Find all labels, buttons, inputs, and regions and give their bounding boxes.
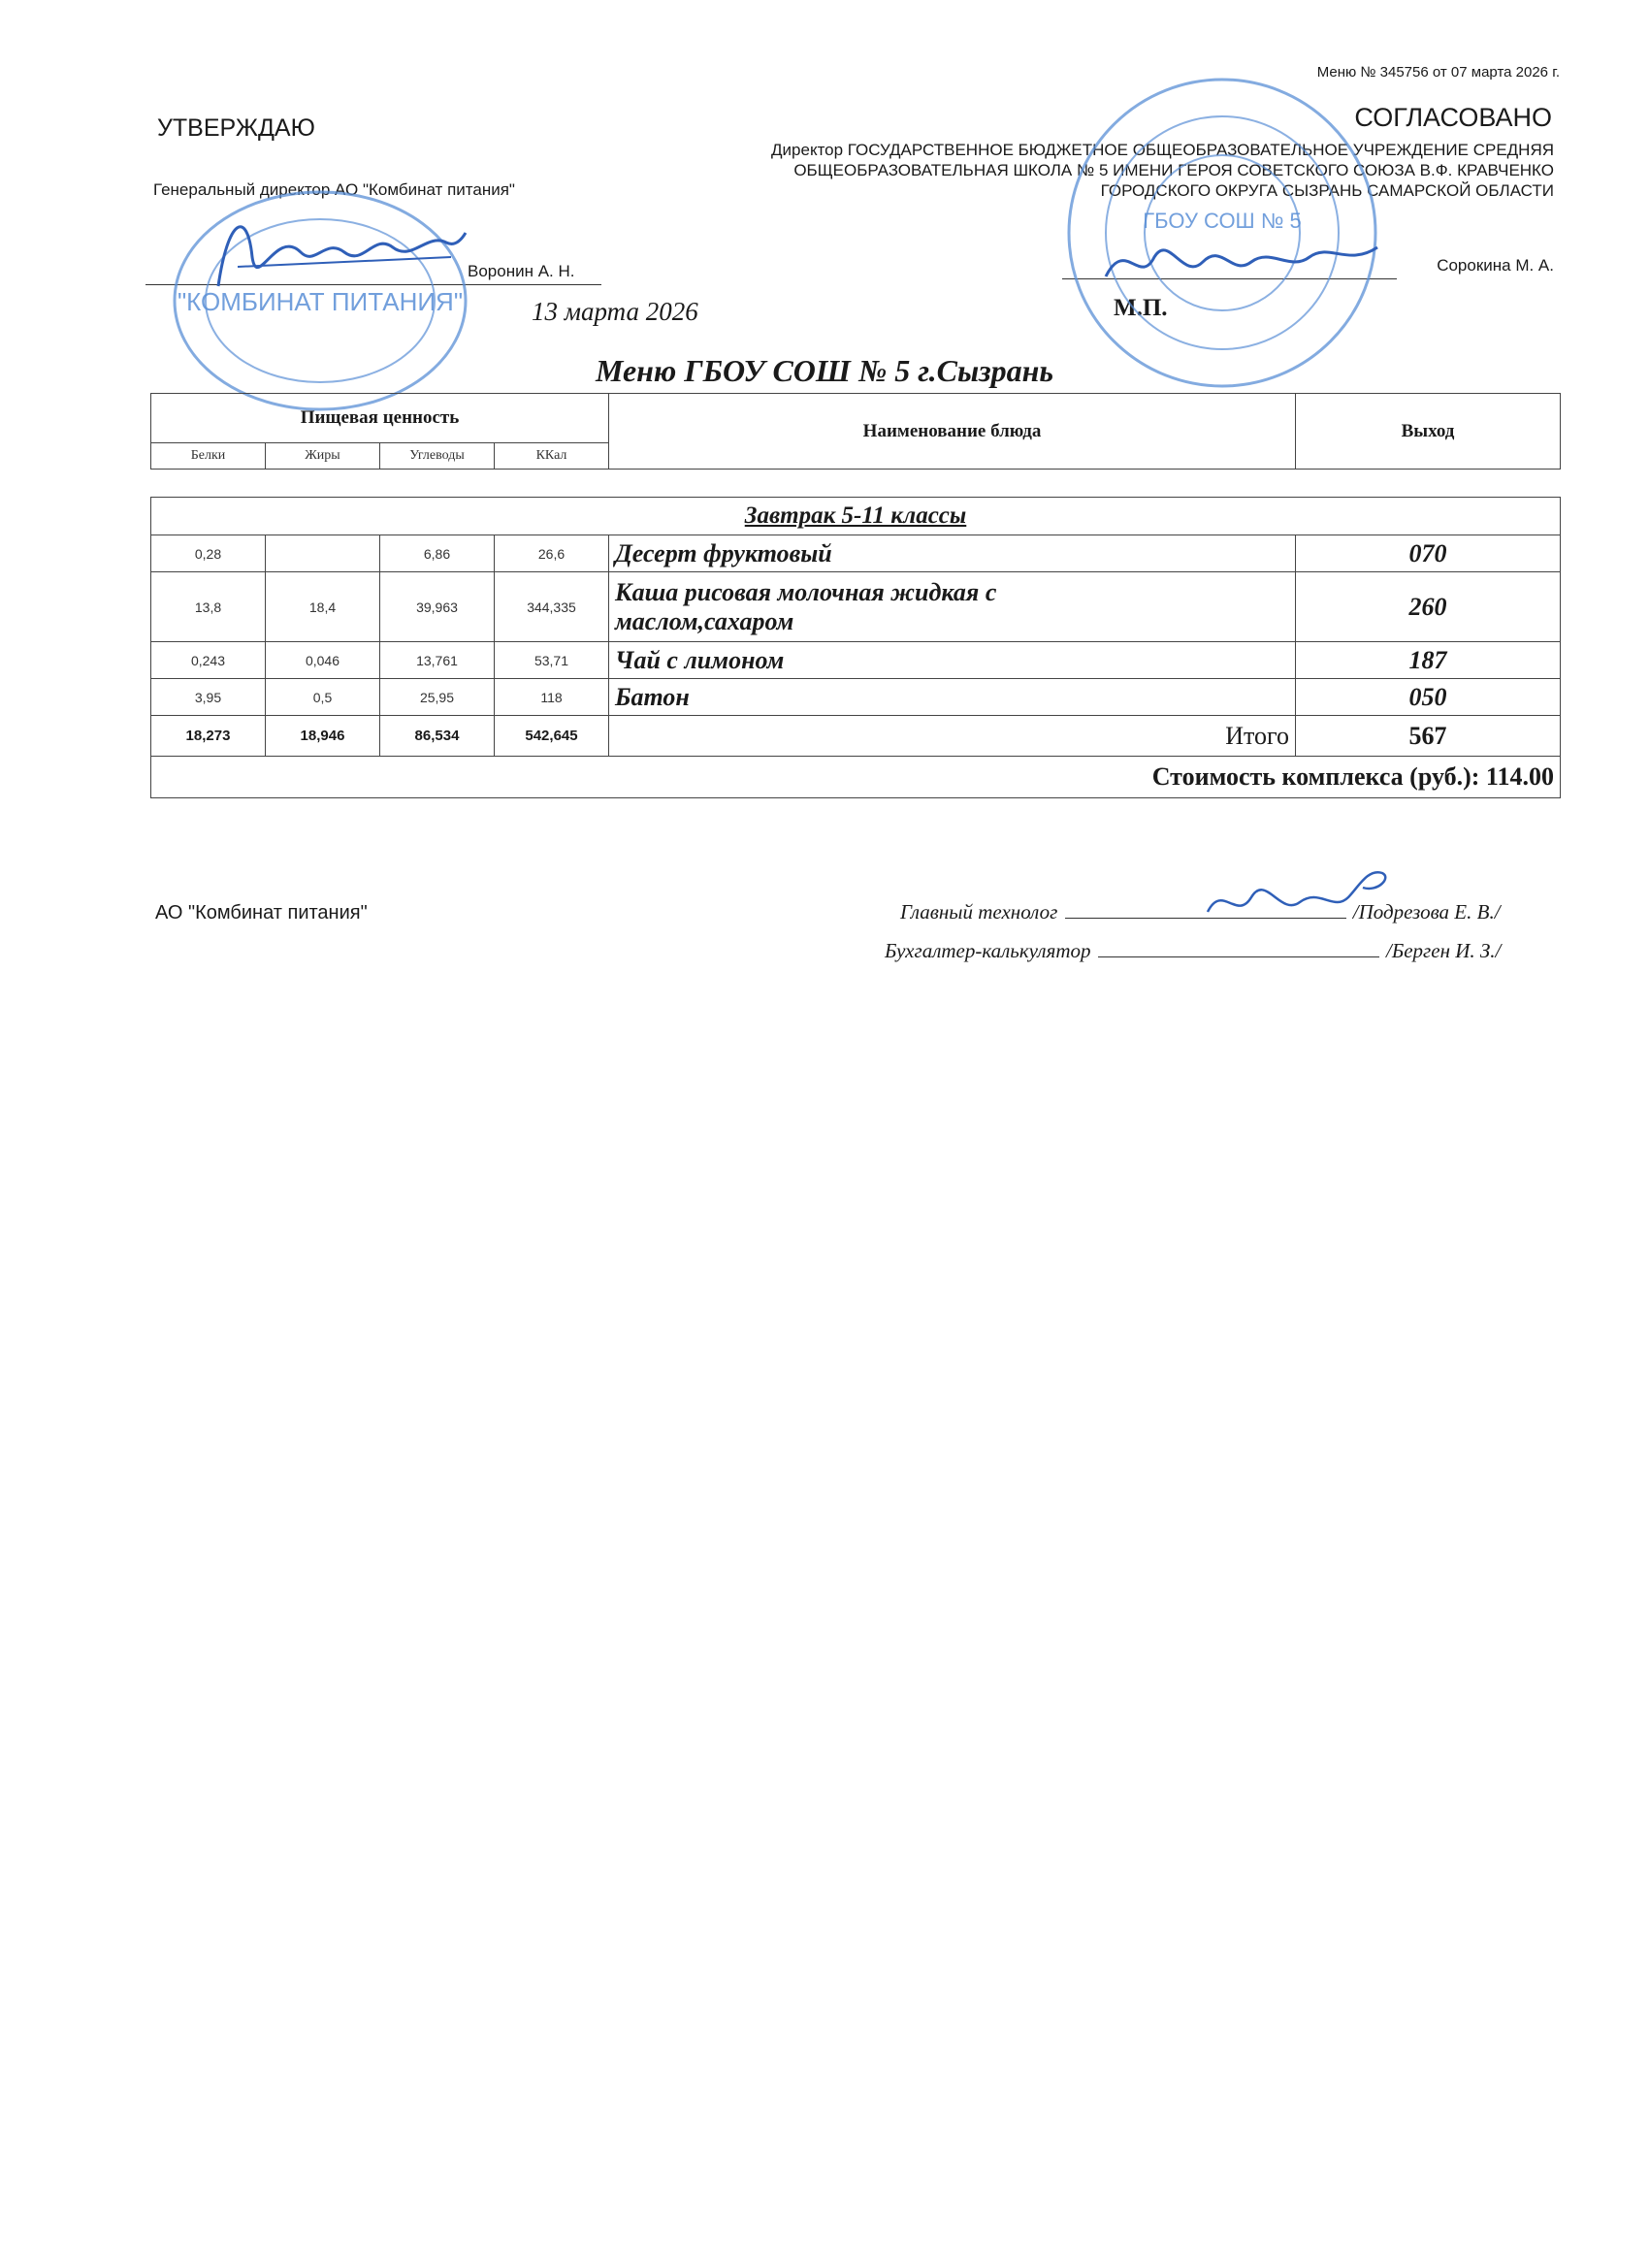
approve-title: УТВЕРЖДАЮ	[157, 114, 315, 142]
carbs-header: Углеводы	[380, 443, 495, 470]
protein-cell: 13,8	[151, 572, 266, 642]
dish-cell: Каша рисовая молочная жидкая с маслом,сахаром	[609, 572, 1296, 642]
menu-title: Меню ГБОУ СОШ № 5 г.Сызрань	[595, 353, 1054, 388]
table-row	[151, 535, 1561, 572]
menu-table	[150, 497, 1561, 798]
kcal-cell: 53,71	[495, 642, 609, 679]
kcal-cell: 118	[495, 679, 609, 716]
cost-cell: Стоимость комплекса (руб.): 114.00	[151, 757, 1561, 798]
table-row	[151, 572, 1561, 642]
yield-header: Выход	[1296, 394, 1561, 470]
protein-cell: 0,243	[151, 642, 266, 679]
kcal-cell: 26,6	[495, 535, 609, 572]
carbs-cell: 13,761	[380, 642, 495, 679]
agreed-name: Сорокина М. А.	[1437, 256, 1554, 275]
acct-signature-line	[1098, 956, 1379, 957]
menu-date: 13 марта 2026	[532, 297, 698, 326]
total-fat: 18,946	[266, 716, 380, 757]
total-row	[151, 716, 1561, 757]
technologist-signature-icon	[1203, 854, 1397, 931]
total-yield: 567	[1296, 716, 1561, 757]
yield-cell: 050	[1296, 679, 1561, 716]
total-label: Итого	[609, 716, 1296, 757]
company-stamp-text: "КОМБИНАТ ПИТАНИЯ"	[177, 287, 464, 316]
protein-cell: 0,28	[151, 535, 266, 572]
fat-cell: 0,046	[266, 642, 380, 679]
agreed-title: СОГЛАСОВАНО	[1354, 103, 1552, 132]
footer-acct	[885, 939, 1501, 963]
fat-header: Жиры	[266, 443, 380, 470]
footer-tech	[900, 900, 1501, 924]
school-director-signature-icon	[1096, 228, 1387, 296]
fat-cell: 0,5	[266, 679, 380, 716]
mp-label: М.П.	[1114, 295, 1168, 321]
carbs-cell: 6,86	[380, 535, 495, 572]
footer-company: АО "Комбинат питания"	[155, 902, 368, 923]
director-signature-icon	[209, 199, 470, 306]
dish-cell: Чай с лимоном	[609, 642, 1296, 679]
section-title: Завтрак 5-11 классы	[151, 498, 1561, 535]
approve-name: Воронин А. Н.	[468, 262, 575, 280]
yield-cell: 260	[1296, 572, 1561, 642]
tech-label: Главный технолог	[900, 900, 1058, 923]
approve-position: Генеральный директор АО "Комбинат питания"	[153, 180, 515, 199]
total-carbs: 86,534	[380, 716, 495, 757]
table-row	[151, 679, 1561, 716]
protein-cell: 3,95	[151, 679, 266, 716]
carbs-cell: 25,95	[380, 679, 495, 716]
dish-cell: Десерт фруктовый	[609, 535, 1296, 572]
acct-name: /Берген И. З./	[1386, 939, 1502, 962]
total-kcal: 542,645	[495, 716, 609, 757]
tech-name: /Подрезова Е. В./	[1352, 900, 1501, 923]
yield-cell: 070	[1296, 535, 1561, 572]
menu-number: Меню № 345756 от 07 марта 2026 г.	[1316, 64, 1560, 81]
school-stamp-text: ГБОУ СОШ № 5	[1143, 209, 1302, 233]
protein-header: Белки	[151, 443, 266, 470]
carbs-cell: 39,963	[380, 572, 495, 642]
kcal-header: ККал	[495, 443, 609, 470]
yield-cell: 187	[1296, 642, 1561, 679]
menu-table-header	[150, 393, 1561, 470]
acct-label: Бухгалтер-калькулятор	[885, 939, 1091, 962]
dish-header: Наименование блюда	[609, 394, 1296, 470]
agreed-position: Директор ГОСУДАРСТВЕННОЕ БЮДЖЕТНОЕ ОБЩЕОБРАЗОВАТЕЛЬНОЕ УЧРЕЖДЕНИЕ СРЕДНЯЯ ОБЩЕОБРАЗОВАТЕЛЬНАЯ ШКОЛА № 5 ИМЕНИ ГЕРОЯ СОВЕТСКОГО СОЮЗА В.Ф. КРАВЧЕНКО ГОРОДСКОГО ОКРУГА СЫЗРАНЬ САМАРСКОЙ ОБЛАСТИ	[771, 141, 1554, 200]
dish-cell: Батон	[609, 679, 1296, 716]
table-row	[151, 642, 1561, 679]
nutrition-header: Пищевая ценность	[151, 394, 609, 443]
fat-cell: 18,4	[266, 572, 380, 642]
fat-cell	[266, 535, 380, 572]
kcal-cell: 344,335	[495, 572, 609, 642]
total-protein: 18,273	[151, 716, 266, 757]
